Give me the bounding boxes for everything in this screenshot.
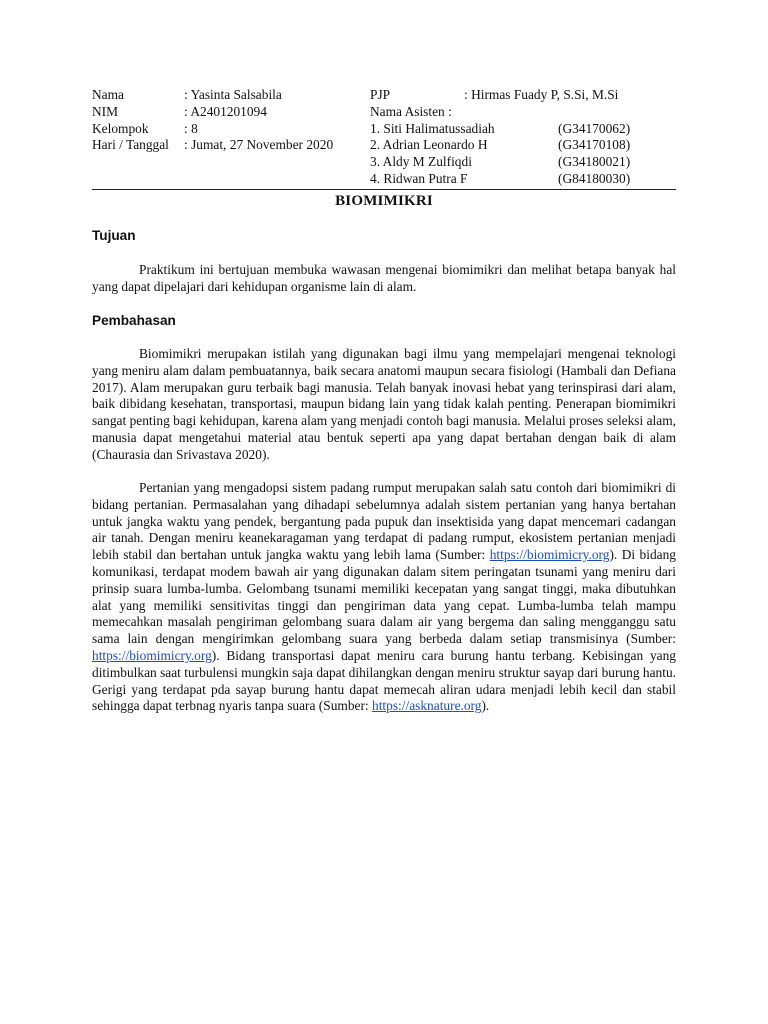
text-pembahasan-2b: ). Di bidang komunikasi, terdapat modem bawah air yang digunakan dalam sitem peringatan tsunami yang meniru dari prinsip suara lumba-lumba. Gelombang tsunami memiliki kecepatan yang sangat tinggi, maka dibutuhkan alat yang memiliki sensitivitas tinggi dan pengiriman data yang cepat. Lumba-lumba telah mampu memecahkan masalah pengiriman gelombang suara dalam air yang bergema dan saling mengganggu satu sama lain dengan mengirimkan gelombang suara yang berbeda dalam setiap transmisinya (Sumber: xyxy=(92,547,676,647)
text-tujuan: Praktikum ini bertujuan membuka wawasan mengenai biomimikri dan melihat betapa banyak hal yang dapat dipelajari dari kehidupan organisme lain di alam. xyxy=(92,262,676,294)
assistant-id: (G34170108) xyxy=(558,137,631,153)
link-biomimicry-1[interactable]: https://biomimicry.org xyxy=(489,547,610,563)
text-pembahasan-2d: ). xyxy=(481,698,490,714)
label-nim: NIM xyxy=(92,103,119,119)
value-nim: : A2401201094 xyxy=(184,103,267,119)
identity-header xyxy=(92,87,676,188)
value-nama: : Yasinta Salsabila xyxy=(184,87,282,102)
assistant-id: (G84180030) xyxy=(558,170,631,186)
assistant-name: 3. Aldy M Zulfiqdi xyxy=(370,154,472,170)
link-biomimicry-2[interactable]: https://biomimicry.org xyxy=(92,647,212,663)
label-kelompok: Kelompok xyxy=(92,120,149,136)
header-row xyxy=(92,137,676,154)
paragraph-pembahasan-1 xyxy=(92,346,676,464)
assistant-name: 2. Adrian Leonardo H xyxy=(370,137,488,153)
header-row xyxy=(92,121,676,138)
header-row xyxy=(92,87,676,104)
text-pembahasan-2c: ). Bidang transportasi dapat meniru cara burung hantu terbang. Kebisingan yang ditimbulkan saat turbulensi mungkin saja dapat dihilangkan dengan meniru struktur sayap dari burung hantu. Gerigi yang terdapat pda sayap burung hantu dapat memecah aliran udara menjadi lebih kecil dan stabil sehingga dapat terbnag nyaris tanpa suara (Sumber: xyxy=(92,647,676,714)
label-nama: Nama xyxy=(92,87,124,102)
value-hari-tanggal: : Jumat, 27 November 2020 xyxy=(184,137,334,153)
assistant-id: (G34180021) xyxy=(558,154,631,170)
assistant-name: 4. Ridwan Putra F xyxy=(370,170,468,186)
paragraph-pembahasan-2 xyxy=(92,480,676,715)
value-pjp: : Hirmas Fuady P, S.Si, M.Si xyxy=(464,87,619,102)
document-title: BIOMIMIKRI xyxy=(335,193,433,209)
value-kelompok: : 8 xyxy=(184,120,198,136)
assistant-name: 1. Siti Halimatussadiah xyxy=(370,120,495,136)
label-pjp: PJP xyxy=(370,87,391,102)
header-row xyxy=(92,171,676,188)
label-hari-tanggal: Hari / Tanggal xyxy=(92,137,169,153)
paragraph-tujuan xyxy=(92,262,676,296)
header-row xyxy=(92,104,676,121)
header-row xyxy=(92,154,676,171)
text-pembahasan-1: Biomimikri merupakan istilah yang digunakan bagi ilmu yang mempelajari mengenai teknologi yang meniru alam dalam pembuatannya, baik secara anatomi maupun secara fisiologi (Hambali dan Defiana 2017). Alam merupakan guru terbaik bagi manusia. Telah banyak inovasi hebat yang terinspirasi dari alam, baik dibidang kesehatan, transportasi, maupun bidang lain yang tidak kalah penting. Penerapan biomimikri sangat penting bagi kehidupan, karena alam yang menjadi contoh bagi manusia. Melalui proses seleksi alam, manusia dapat mengetahui material atau bentuk seperti apa yang dapat bertahan dengan baik di alam (Chaurasia dan Srivastava 2020). xyxy=(92,346,676,462)
link-asknature[interactable]: https://asknature.org xyxy=(372,698,482,714)
header-divider xyxy=(92,189,676,190)
heading-pembahasan: Pembahasan xyxy=(92,313,176,328)
text-pembahasan-2a: Pertanian yang mengadopsi sistem padang rumput merupakan salah satu contoh dari biomimikri di bidang pertanian. Permasalahan yang dihadapi sebelumnya adalah sistem pertanian yang hanya bertahan untuk jangka waktu yang pendek, bergantung pada pupuk dan insektisida yang dapat mencemari cadangan air tanah. Dengan meniru keanekaragaman yang terdapat di padang rumput, ekosistem pertanian menjadi lebih stabil dan bertahan untuk jangka waktu yang lebih lama (Sumber: xyxy=(92,480,676,563)
assistant-id: (G34170062) xyxy=(558,120,631,136)
label-nama-asisten: Nama Asisten : xyxy=(370,103,452,119)
heading-tujuan: Tujuan xyxy=(92,228,136,243)
